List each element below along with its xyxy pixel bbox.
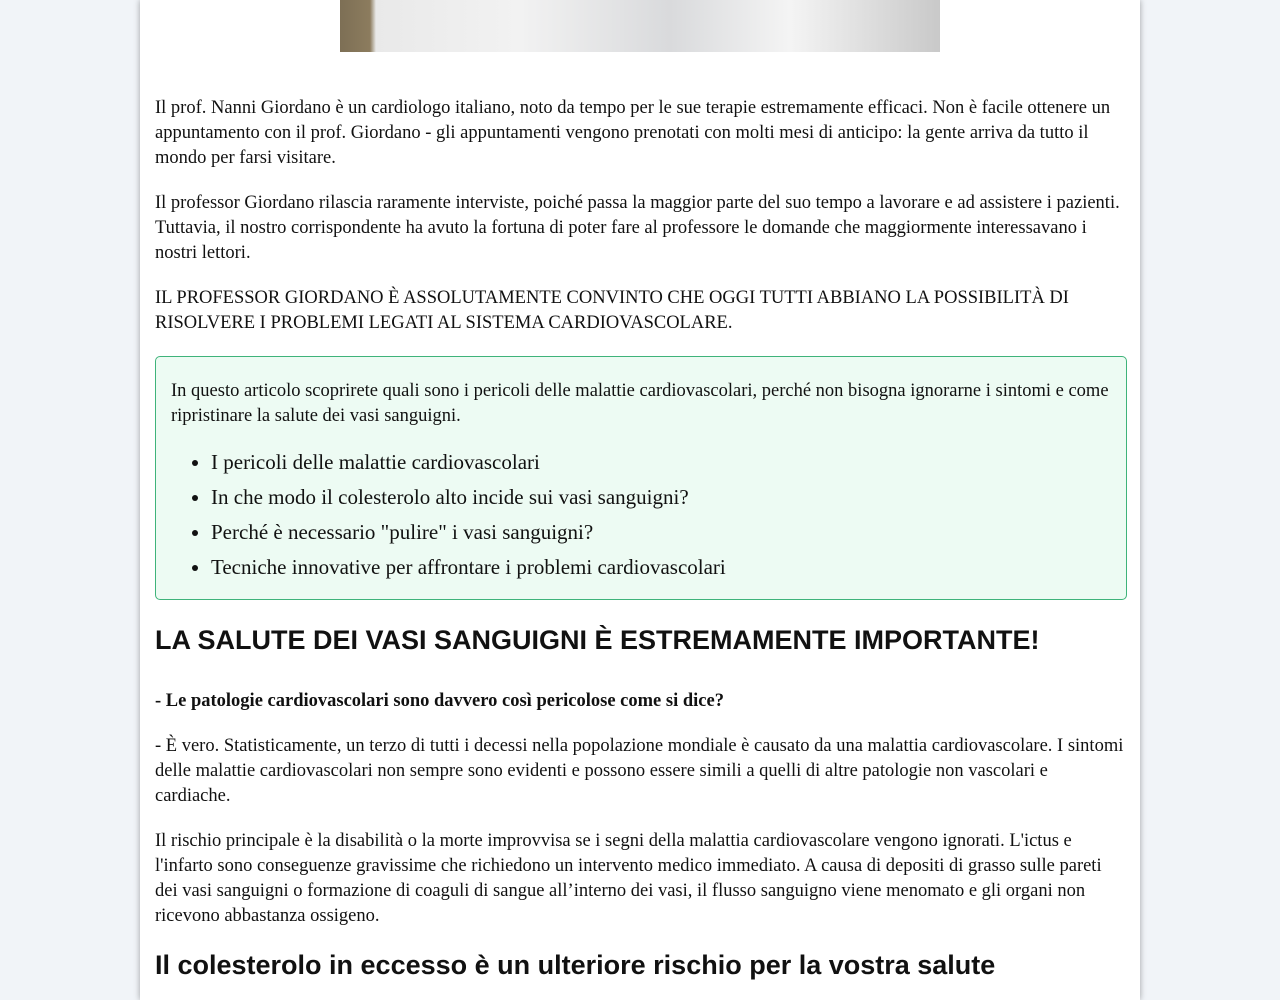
interview-question: - Le patologie cardiovascolari sono davvero così pericolose come si dice? <box>155 691 724 711</box>
summary-item: • I pericoli delle malattie cardiovascolari <box>211 445 1111 480</box>
article-page <box>140 0 1140 1000</box>
intro-paragraph: Il professor Giordano rilascia raramente interviste, poiché passa la maggior parte del suo tempo a lavorare e ad assistere i pazienti. Tuttavia, il nostro corrispondente ha avuto la fortuna di poter fare al professore le domande che maggiormente interessavano i nostri lettori. <box>155 193 1120 263</box>
summary-intro: In questo articolo scoprirete quali sono i pericoli delle malattie cardiovascolari, perché non bisogna ignorarne i sintomi e come ripristinare la salute dei vasi sanguigni. <box>171 381 1109 426</box>
interview-answer: Il rischio principale è la disabilità o la morte improvvisa se i segni della malattia cardiovascolare vengono ignorati. L'ictus e l'infarto sono conseguenze gravissime che richiedono un intervento medico immediato. A causa di depositi di grasso sulle pareti dei vasi sanguigni o formazione di coaguli di sangue all’interno dei vasi, il flusso sanguigno viene menomato e gli organi non ricevono abbastanza ossigeno. <box>155 831 1102 926</box>
intro-paragraph: Il prof. Nanni Giordano è un cardiologo italiano, noto da tempo per le sue terapie estremamente efficaci. Non è facile ottenere un appuntamento con il prof. Giordano - gli appuntamenti vengono prenotati con molti mesi di anticipo: la gente arriva da tutto il mondo per farsi visitare. <box>155 98 1111 168</box>
section-heading: LA SALUTE DEI VASI SANGUIGNI È ESTREMAMENTE IMPORTANTE! <box>155 625 1040 655</box>
highlight-paragraph: IL PROFESSOR GIORDANO È ASSOLUTAMENTE CONVINTO CHE OGGI TUTTI ABBIANO LA POSSIBILITÀ DI RISOLVERE I PROBLEMI LEGATI AL SISTEMA CARDIOVASCOLARE. <box>155 288 1069 333</box>
summary-item: • Perché è necessario "pulire" i vasi sanguigni? <box>211 515 1111 550</box>
summary-item: • Tecniche innovative per affrontare i problemi cardiovascolari <box>211 550 1111 585</box>
interview-answer: - È vero. Statisticamente, un terzo di tutti i decessi nella popolazione mondiale è causato da una malattia cardiovascolare. I sintomi delle malattie cardiovascolari non sempre sono evidenti e possono essere simili a quelli di altre patologie non vascolari e cardiache. <box>155 736 1124 806</box>
summary-item: • In che modo il colesterolo alto incide sui vasi sanguigni? <box>211 480 1111 515</box>
article-content <box>155 96 1127 981</box>
summary-box <box>155 356 1127 600</box>
summary-list <box>171 445 1111 585</box>
section-heading: Il colesterolo in eccesso è un ulteriore rischio per la vostra salute <box>155 950 996 980</box>
doctor-photo <box>340 0 940 52</box>
